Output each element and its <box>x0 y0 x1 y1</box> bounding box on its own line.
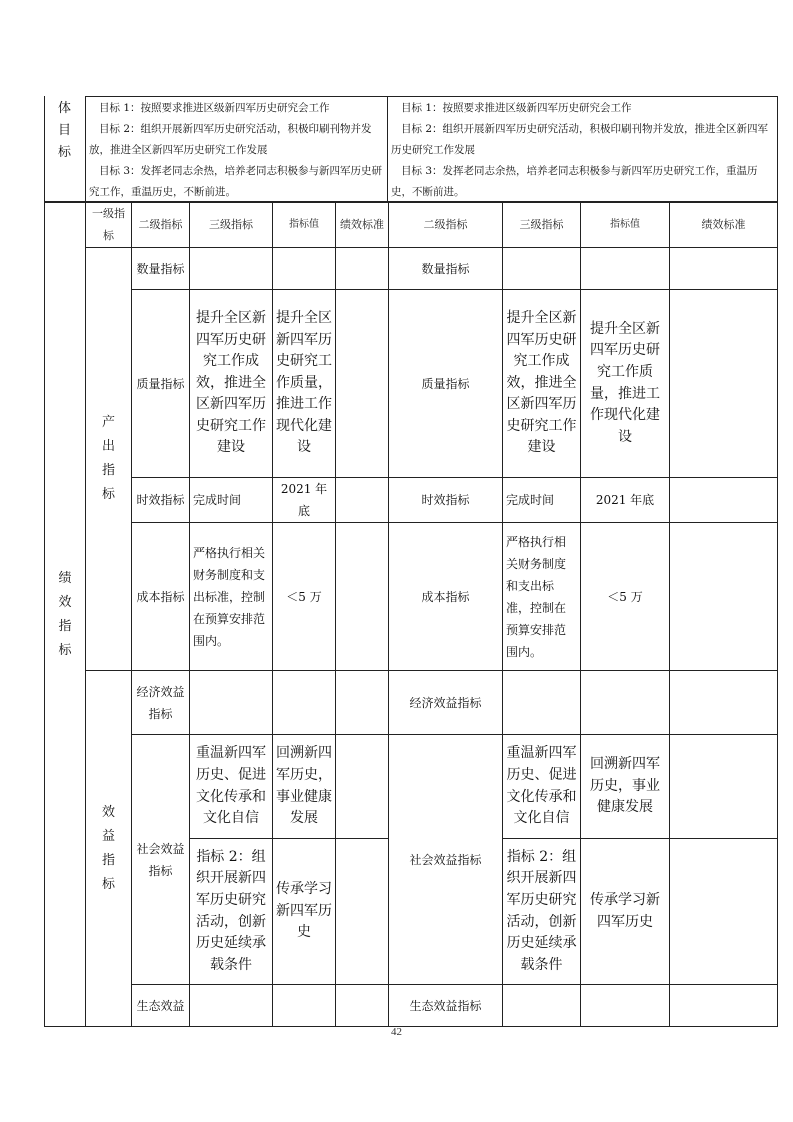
right-level3-cell: 严格执行相关财务制度和支出标准，控制在预算安排范围内。 <box>503 523 581 671</box>
header-right-standard: 绩效标准 <box>670 203 778 248</box>
level2-cell: 成本指标 <box>132 523 190 671</box>
level3-cell <box>190 671 273 735</box>
level2-cell: 生态效益 <box>132 985 190 1027</box>
standard-cell <box>336 985 389 1027</box>
header-level3: 三级指标 <box>190 203 273 248</box>
level1-text: 产出指标 <box>101 415 115 502</box>
goal-item: 目标 2：组织开展新四军历史研究活动，积极印刷刊物并发放，推进全区新四军历史研究工作发展 <box>89 123 372 156</box>
level1-benefit-indicator <box>86 671 132 1027</box>
right-value-cell: 回溯新四军历史，事业健康发展 <box>581 735 670 839</box>
right-standard-cell <box>670 985 778 1027</box>
header-standard: 绩效标准 <box>336 203 389 248</box>
overall-goals-section <box>44 96 777 202</box>
header-level1: 一级指标 <box>86 203 132 248</box>
level1-text: 效益指标 <box>101 804 115 892</box>
table-row <box>45 248 778 290</box>
right-level2-cell: 经济效益指标 <box>389 671 503 735</box>
value-cell: 回溯新四军历史，事业健康发展 <box>273 735 336 839</box>
level3-cell: 指标 2：组织开展新四军历史研究活动，创新历史延续承载条件 <box>190 839 273 985</box>
goal-item: 目标 2：组织开展新四军历史研究活动，积极印刷刊物并发放，推进全区新四军历史研究工作发展 <box>391 123 769 156</box>
header-right-level2: 二级指标 <box>389 203 503 248</box>
table-border-right <box>777 96 778 202</box>
page-number: 42 <box>391 1026 402 1038</box>
right-level3-cell: 提升全区新四军历史研究工作成效，推进全区新四军历史研究工作建设 <box>503 290 581 478</box>
right-level2-cell: 时效指标 <box>389 478 503 523</box>
table-row <box>45 735 778 839</box>
right-standard-cell <box>670 671 778 735</box>
value-cell <box>273 985 336 1027</box>
section-label-text: 绩效指标 <box>58 570 72 658</box>
level2-cell: 数量指标 <box>132 248 190 290</box>
value-cell: 传承学习新四军历史 <box>273 839 336 985</box>
right-level3-cell: 重温新四军历史、促进文化传承和文化自信 <box>503 735 581 839</box>
table-header-row <box>45 203 778 248</box>
right-level2-cell: 社会效益指标 <box>389 735 503 985</box>
header-value: 指标值 <box>273 203 336 248</box>
right-standard-cell <box>670 290 778 478</box>
right-value-cell <box>581 248 670 290</box>
goals-label-char: 标 <box>57 145 71 160</box>
right-value-cell: ＜5 万 <box>581 523 670 671</box>
level2-cell: 经济效益指标 <box>132 671 190 735</box>
right-standard-cell <box>670 839 778 985</box>
value-cell: 2021 年底 <box>273 478 336 523</box>
value-cell <box>273 248 336 290</box>
goal-item: 目标 1：按照要求推进区级新四军历史研究会工作 <box>99 102 330 114</box>
right-level3-cell: 指标 2：组织开展新四军历史研究活动，创新历史延续承载条件 <box>503 839 581 985</box>
level1-output-indicator <box>86 248 132 671</box>
standard-cell <box>336 735 389 839</box>
level2-cell: 社会效益指标 <box>132 735 190 985</box>
goal-item: 目标 3：发挥老同志余热，培养老同志积极参与新四军历史研究工作，重温历史，不断前进。 <box>89 165 383 198</box>
table-row <box>45 478 778 523</box>
value-cell: 提升全区新四军历史研究工作质量，推进工作现代化建设 <box>273 290 336 478</box>
table-row <box>45 290 778 478</box>
section-label-performance <box>45 203 86 1027</box>
right-level3-cell <box>503 248 581 290</box>
level3-cell <box>190 248 273 290</box>
right-level2-cell: 质量指标 <box>389 290 503 478</box>
right-value-cell: 2021 年底 <box>581 478 670 523</box>
right-standard-cell <box>670 735 778 839</box>
goal-item: 目标 3：发挥老同志余热，培养老同志积极参与新四军历史研究工作，重温历史，不断前进。 <box>391 165 758 198</box>
right-value-cell <box>581 671 670 735</box>
right-level2-cell: 数量指标 <box>389 248 503 290</box>
right-standard-cell <box>670 478 778 523</box>
right-standard-cell <box>670 523 778 671</box>
right-level2-cell: 成本指标 <box>389 523 503 671</box>
table-row <box>45 671 778 735</box>
header-right-value: 指标值 <box>581 203 670 248</box>
goal-item: 目标 1：按照要求推进区级新四军历史研究会工作 <box>401 102 632 114</box>
standard-cell <box>336 523 389 671</box>
level3-cell: 重温新四军历史、促进文化传承和文化自信 <box>190 735 273 839</box>
level3-cell: 提升全区新四军历史研究工作成效，推进全区新四军历史研究工作建设 <box>190 290 273 478</box>
level3-cell: 严格执行相关财务制度和支出标准，控制在预算安排范围内。 <box>190 523 273 671</box>
right-level2-cell: 生态效益指标 <box>389 985 503 1027</box>
right-level3-cell: 完成时间 <box>503 478 581 523</box>
standard-cell <box>336 290 389 478</box>
header-level2: 二级指标 <box>132 203 190 248</box>
performance-indicator-table <box>44 202 778 1027</box>
value-cell: ＜5 万 <box>273 523 336 671</box>
goals-label-char: 目 <box>57 123 71 138</box>
table-row <box>45 523 778 671</box>
goals-label <box>44 96 85 202</box>
goals-right-box <box>387 96 777 202</box>
level3-cell <box>190 985 273 1027</box>
right-level3-cell <box>503 671 581 735</box>
value-cell <box>273 671 336 735</box>
right-value-cell: 提升全区新四军历史研究工作质量，推进工作现代化建设 <box>581 290 670 478</box>
header-right-level3: 三级指标 <box>503 203 581 248</box>
standard-cell <box>336 478 389 523</box>
goals-left-box <box>85 96 387 202</box>
right-level3-cell <box>503 985 581 1027</box>
level3-cell: 完成时间 <box>190 478 273 523</box>
standard-cell <box>336 671 389 735</box>
standard-cell <box>336 839 389 985</box>
table-row <box>45 985 778 1027</box>
right-standard-cell <box>670 248 778 290</box>
right-value-cell: 传承学习新四军历史 <box>581 839 670 985</box>
level2-cell: 时效指标 <box>132 478 190 523</box>
standard-cell <box>336 248 389 290</box>
goals-label-char: 体 <box>57 101 71 116</box>
level2-cell: 质量指标 <box>132 290 190 478</box>
right-value-cell <box>581 985 670 1027</box>
